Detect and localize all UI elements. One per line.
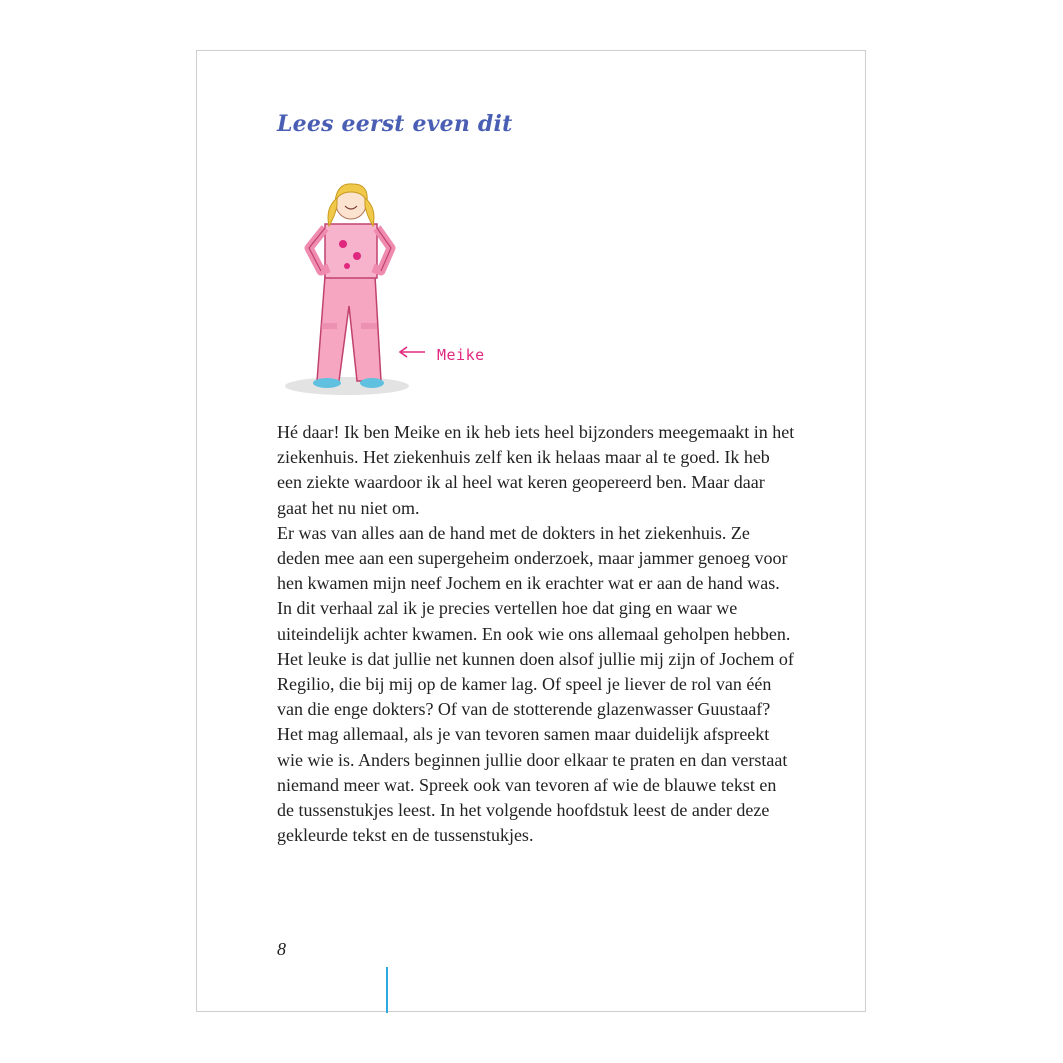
meike-illustration — [277, 176, 517, 406]
ground-shadow — [285, 377, 409, 395]
fold-line — [386, 967, 388, 1013]
page-number: 8 — [277, 939, 286, 959]
book-page — [196, 50, 866, 1012]
paragraph: Hé daar! Ik ben Meike en ik heb iets heel bijzonders meegemaakt in het ziekenhuis. Het ziekenhuis zelf ken ik helaas maar al te goed. Ik heb een ziekte waardoor ik al heel wat keren geopereerd ben. Maar daar gaat het nu niet om. — [277, 422, 795, 518]
right-shoe — [360, 378, 384, 388]
shirt — [325, 224, 377, 278]
left-shoe — [313, 378, 341, 388]
body-text — [277, 420, 797, 848]
paragraph: In dit verhaal zal ik je precies vertellen hoe dat ging en waar we uiteindelijk achter kwamen. En ook wie ons allemaal geholpen hebben. Het leuke is dat jullie net kunnen doen alsof jullie mij zijn of Jochem of Regilio, die bij mij op de kamer lag. Of speel je liever de rol van één van die enge dokters? Of van de stotterende glazenwasser Guustaaf? Het mag allemaal, als je van tevoren samen maar duidelijk afspreekt wie wie is. Anders beginnen jullie door elkaar te praten en dan verstaat niemand meer wat. Spreek ook van tevoren af wie de blauwe tekst en de tussenstukjes leest. In het volgende hoofdstuk leest de ander deze gekleurde tekst en de tussenstukjes. — [277, 598, 794, 846]
page-heading: Lees eerst even dit — [277, 111, 513, 137]
illustration-caption: Meike — [437, 346, 485, 364]
paragraph: Er was van alles aan de hand met de dokters in het ziekenhuis. Ze deden mee aan een supergeheim onderzoek, maar jammer genoeg voor hen kwamen mijn neef Jochem en ik erachter wat er aan de hand was. — [277, 522, 788, 594]
